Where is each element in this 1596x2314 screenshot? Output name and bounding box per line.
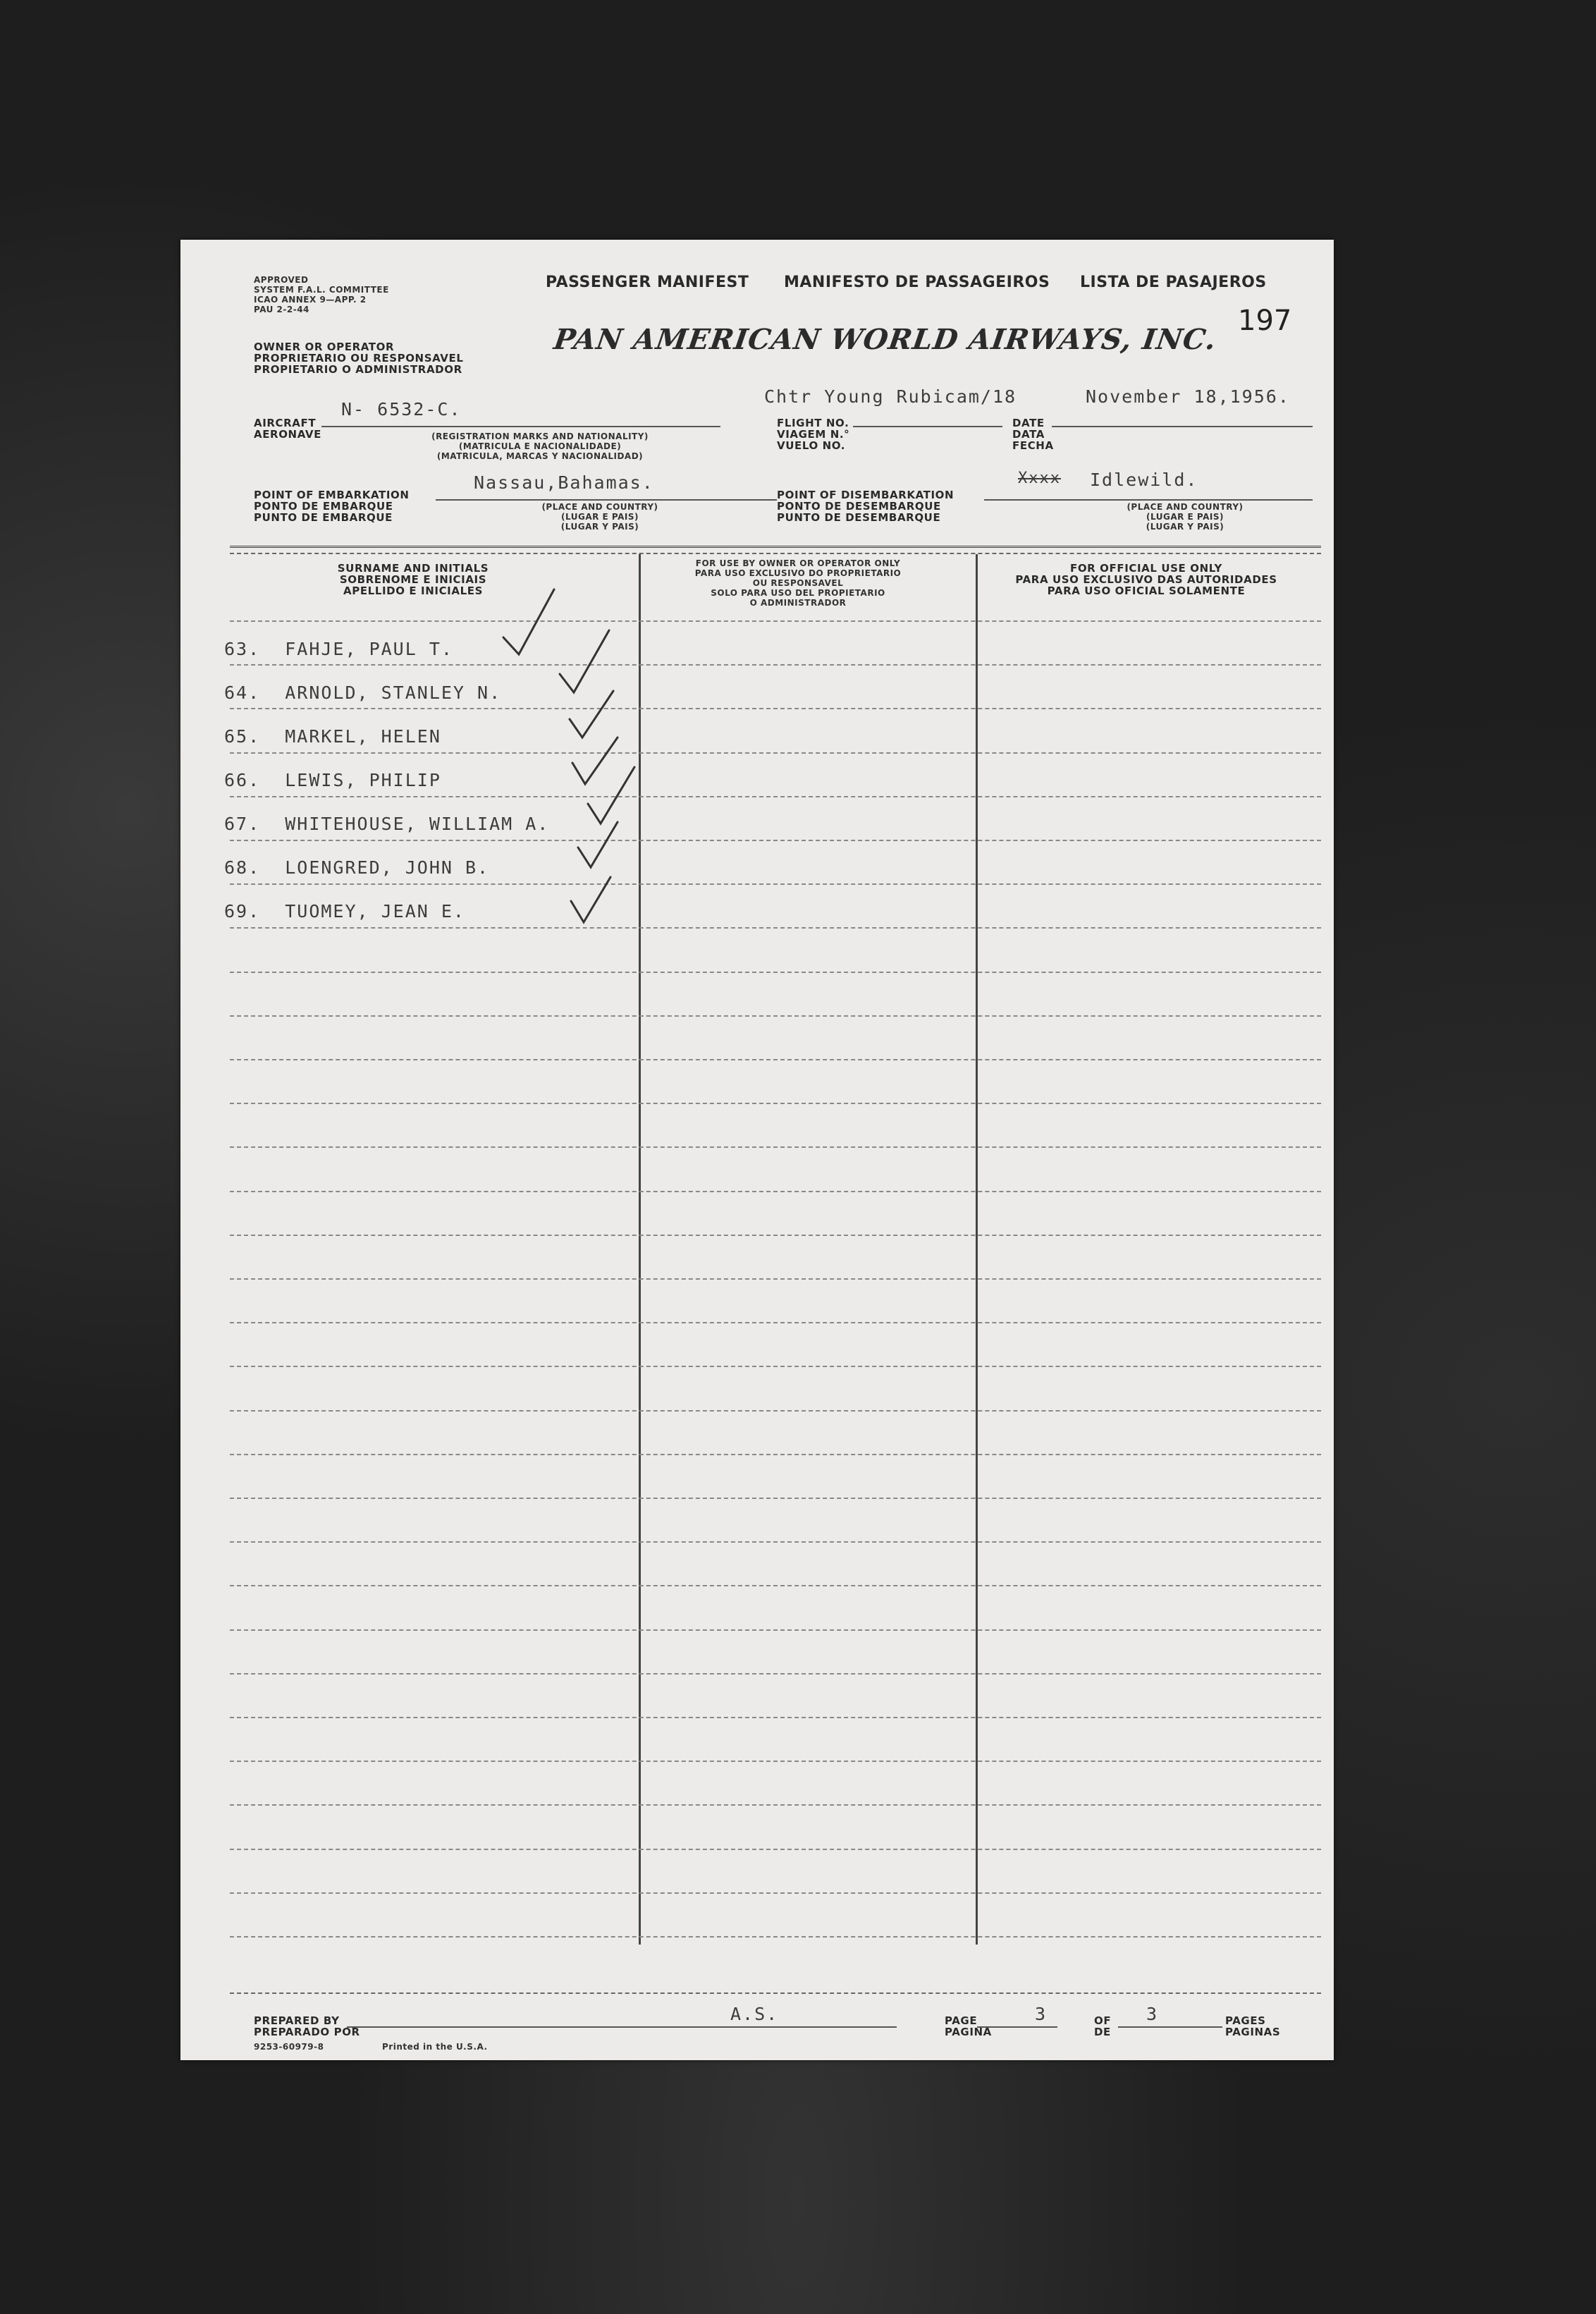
passenger-name: ARNOLD, STANLEY N.: [285, 682, 502, 703]
approval-line: PAU 2-2-44: [254, 305, 309, 314]
table-row-line: [230, 1761, 1321, 1762]
manifest-title-es: LISTA DE PASAJEROS: [1080, 274, 1267, 291]
flight-label: [777, 417, 849, 451]
disembarkation-struck: Xxxx: [1018, 470, 1061, 487]
column-header-line: PARA USO EXCLUSIVO DO PROPRIETARIO: [694, 568, 902, 578]
passenger-name: LEWIS, PHILIP: [285, 770, 441, 790]
table-row-line: [230, 1673, 1321, 1675]
table-row-line: [230, 927, 1321, 929]
of-value: 3: [1146, 2004, 1159, 2024]
table-row-line: [230, 883, 1321, 885]
aircraft-note-line: (REGISTRATION MARKS AND NATIONALITY): [431, 431, 649, 441]
aircraft-label-en: AIRCRAFT: [254, 417, 317, 429]
embarkation-note: [505, 502, 695, 532]
embarkation-note-line: (PLACE AND COUNTRY): [541, 502, 658, 512]
disembarkation-note-line: (LUGAR Y PAIS): [1146, 522, 1224, 532]
passenger-name: FAHJE, PAUL T.: [285, 639, 453, 659]
owner-label-pt: PROPRIETARIO OU RESPONSAVEL: [254, 352, 464, 365]
aircraft-note-line: (MATRICULA E NACIONALIDADE): [458, 441, 622, 451]
pages-label-es: PAGINAS: [1225, 2026, 1281, 2038]
column-header-line: SOBRENOME E INICIAIS: [339, 573, 487, 586]
column-header-official: [978, 563, 1314, 596]
embarkation-label-pt: PONTO DE EMBARQUE: [254, 500, 393, 513]
aircraft-label: [254, 417, 321, 440]
column-header-line: OU RESPONSAVEL: [752, 578, 844, 588]
column-header-line: PARA USO EXCLUSIVO DAS AUTORIDADES: [1015, 573, 1277, 586]
flight-date: November 18,1956.: [1086, 386, 1290, 407]
embarkation-note-line: (LUGAR E PAIS): [561, 512, 639, 522]
date-label-pt: DATA: [1012, 428, 1045, 441]
flight-number: Chtr Young Rubicam/18: [764, 386, 1017, 407]
embarkation-note-line: (LUGAR Y PAIS): [560, 522, 639, 532]
passenger-row: [224, 901, 465, 922]
column-header-line: SOLO PARA USO DEL PROPIETARIO: [711, 588, 885, 598]
column-header-line: SURNAME AND INITIALS: [337, 562, 489, 575]
embarkation-label-es: PUNTO DE EMBARQUE: [254, 511, 393, 524]
table-row-line: [230, 1015, 1321, 1017]
table-row-line: [230, 1936, 1321, 1937]
embarkation-place: Nassau,Bahamas.: [474, 472, 654, 493]
of-label-en: OF: [1094, 2014, 1112, 2027]
passenger-number: 68.: [224, 857, 261, 878]
column-header-line: APELLIDO E INICIALES: [343, 584, 483, 597]
page-number: 197: [1238, 305, 1292, 337]
flight-label-en: FLIGHT NO.: [777, 417, 849, 429]
disembarkation-note-line: (LUGAR E PAIS): [1146, 512, 1224, 522]
table-row-line: [230, 1717, 1321, 1718]
column-header-owner: [636, 558, 960, 608]
owner-label-en: OWNER OR OPERATOR: [254, 341, 395, 353]
table-top-rule: [230, 546, 1321, 548]
passenger-row: [224, 726, 441, 747]
of-underline: [1118, 2026, 1222, 2028]
page-value: 3: [1035, 2004, 1048, 2024]
passenger-number: 64.: [224, 682, 261, 703]
flight-label-pt: VIAGEM N.°: [777, 428, 850, 441]
pages-label: [1225, 2015, 1280, 2038]
column-header-line: FOR OFFICIAL USE ONLY: [1069, 562, 1222, 575]
prepared-underline: [347, 2026, 897, 2028]
disembarkation-label-en: POINT OF DISEMBARKATION: [777, 489, 954, 501]
disembarkation-label: [777, 489, 954, 523]
passenger-number: 69.: [224, 901, 261, 922]
table-row-line: [230, 1191, 1321, 1192]
passenger-name: TUOMEY, JEAN E.: [285, 901, 465, 922]
disembarkation-label-es: PUNTO DE DESEMBARQUE: [777, 511, 941, 524]
owner-label: [254, 341, 464, 375]
approval-line: SYSTEM F.A.L. COMMITTEE: [254, 285, 389, 295]
page-label-es: PAGINA: [945, 2026, 992, 2038]
table-row-line: [230, 1498, 1321, 1499]
column-divider-2: [976, 554, 978, 1945]
table-row-line: [230, 1410, 1321, 1412]
passenger-number: 67.: [224, 814, 261, 834]
passenger-number: 63.: [224, 639, 261, 659]
passenger-number: 65.: [224, 726, 261, 747]
footer-rule: [230, 1992, 1321, 1994]
passenger-name: LOENGRED, JOHN B.: [285, 857, 490, 878]
passenger-row: [224, 770, 441, 790]
table-row-line: [230, 840, 1321, 841]
table-row-line: [230, 796, 1321, 797]
passenger-row: [224, 682, 501, 703]
manifest-title-pt: MANIFESTO DE PASSAGEIROS: [784, 274, 1050, 291]
prepared-by-value: A.S.: [730, 2004, 779, 2024]
owner-label-es: PROPIETARIO O ADMINISTRADOR: [254, 363, 462, 376]
prepared-label: [254, 2015, 360, 2038]
aircraft-note: [392, 431, 688, 461]
page-label-en: PAGE: [945, 2014, 978, 2027]
table-row-line: [230, 1804, 1321, 1806]
airline-name: PAN AMERICAN WORLD AIRWAYS, INC.: [551, 323, 1219, 356]
table-row-line: [230, 1146, 1321, 1148]
aircraft-registration: N- 6532-C.: [341, 399, 462, 420]
table-row-line: [230, 972, 1321, 973]
page-underline: [977, 2026, 1057, 2028]
table-row-line: [230, 1278, 1321, 1280]
passenger-row: [224, 814, 549, 834]
approval-block: [254, 275, 389, 314]
table-row-line: [230, 1541, 1321, 1543]
column-header-line: PARA USO OFICIAL SOLAMENTE: [1047, 584, 1246, 597]
manifest-sheet: [180, 240, 1334, 2060]
passenger-row: [224, 639, 453, 659]
embarkation-underline: [436, 499, 777, 501]
disembarkation-place: Idlewild.: [1090, 470, 1198, 490]
passenger-name: WHITEHOUSE, WILLIAM A.: [285, 814, 550, 834]
flight-underline: [853, 426, 1002, 427]
approval-line: APPROVED: [254, 275, 309, 285]
check-mark-icon: [565, 856, 643, 933]
disembarkation-note-line: (PLACE AND COUNTRY): [1127, 502, 1244, 512]
table-row-line: [230, 620, 1321, 622]
pages-label-en: PAGES: [1225, 2014, 1266, 2027]
column-header-line: FOR USE BY OWNER OR OPERATOR ONLY: [695, 558, 901, 568]
column-header-line: O ADMINISTRADOR: [749, 598, 847, 608]
passenger-name: MARKEL, HELEN: [285, 726, 441, 747]
table-row-line: [230, 1059, 1321, 1060]
table-row-line: [230, 708, 1321, 709]
passenger-number: 66.: [224, 770, 261, 790]
table-row-line: [230, 1849, 1321, 1850]
form-number: 9253-60979-8: [254, 2042, 324, 2052]
table-row-line: [230, 1235, 1321, 1236]
date-label-es: FECHA: [1012, 439, 1054, 452]
disembarkation-underline: [984, 499, 1313, 501]
table-row-line: [230, 1322, 1321, 1323]
of-label-es: DE: [1094, 2026, 1111, 2038]
table-row-line: [230, 1892, 1321, 1894]
date-label: [1012, 417, 1054, 451]
manifest-title-en: PASSENGER MANIFEST: [546, 274, 749, 291]
table-row-line: [230, 1103, 1321, 1104]
table-row-line: [230, 664, 1321, 666]
flight-label-es: VUELO NO.: [777, 439, 846, 452]
table-row-line: [230, 1585, 1321, 1586]
table-row-line: [230, 752, 1321, 754]
table-top-rule-2: [230, 553, 1321, 554]
embarkation-label-en: POINT OF EMBARKATION: [254, 489, 410, 501]
aircraft-label-pt: AERONAVE: [254, 428, 321, 441]
table-row-line: [230, 1629, 1321, 1631]
printed-note: Printed in the U.S.A.: [382, 2042, 488, 2052]
aircraft-note-line: (MATRICULA, MARCAS Y NACIONALIDAD): [436, 451, 644, 461]
table-row-line: [230, 1454, 1321, 1455]
table-row-line: [230, 1366, 1321, 1367]
passenger-row: [224, 857, 489, 878]
aircraft-underline: [321, 426, 720, 427]
prepared-label-en: PREPARED BY: [254, 2014, 340, 2027]
of-label: [1094, 2015, 1111, 2038]
prepared-label-es: PREPARADO POR: [254, 2026, 360, 2038]
disembarkation-note: [1090, 502, 1280, 532]
approval-line: ICAO ANNEX 9—APP. 2: [254, 295, 367, 305]
embarkation-label: [254, 489, 410, 523]
disembarkation-label-pt: PONTO DE DESEMBARQUE: [777, 500, 941, 513]
date-label-en: DATE: [1012, 417, 1045, 429]
date-underline: [1052, 426, 1313, 427]
